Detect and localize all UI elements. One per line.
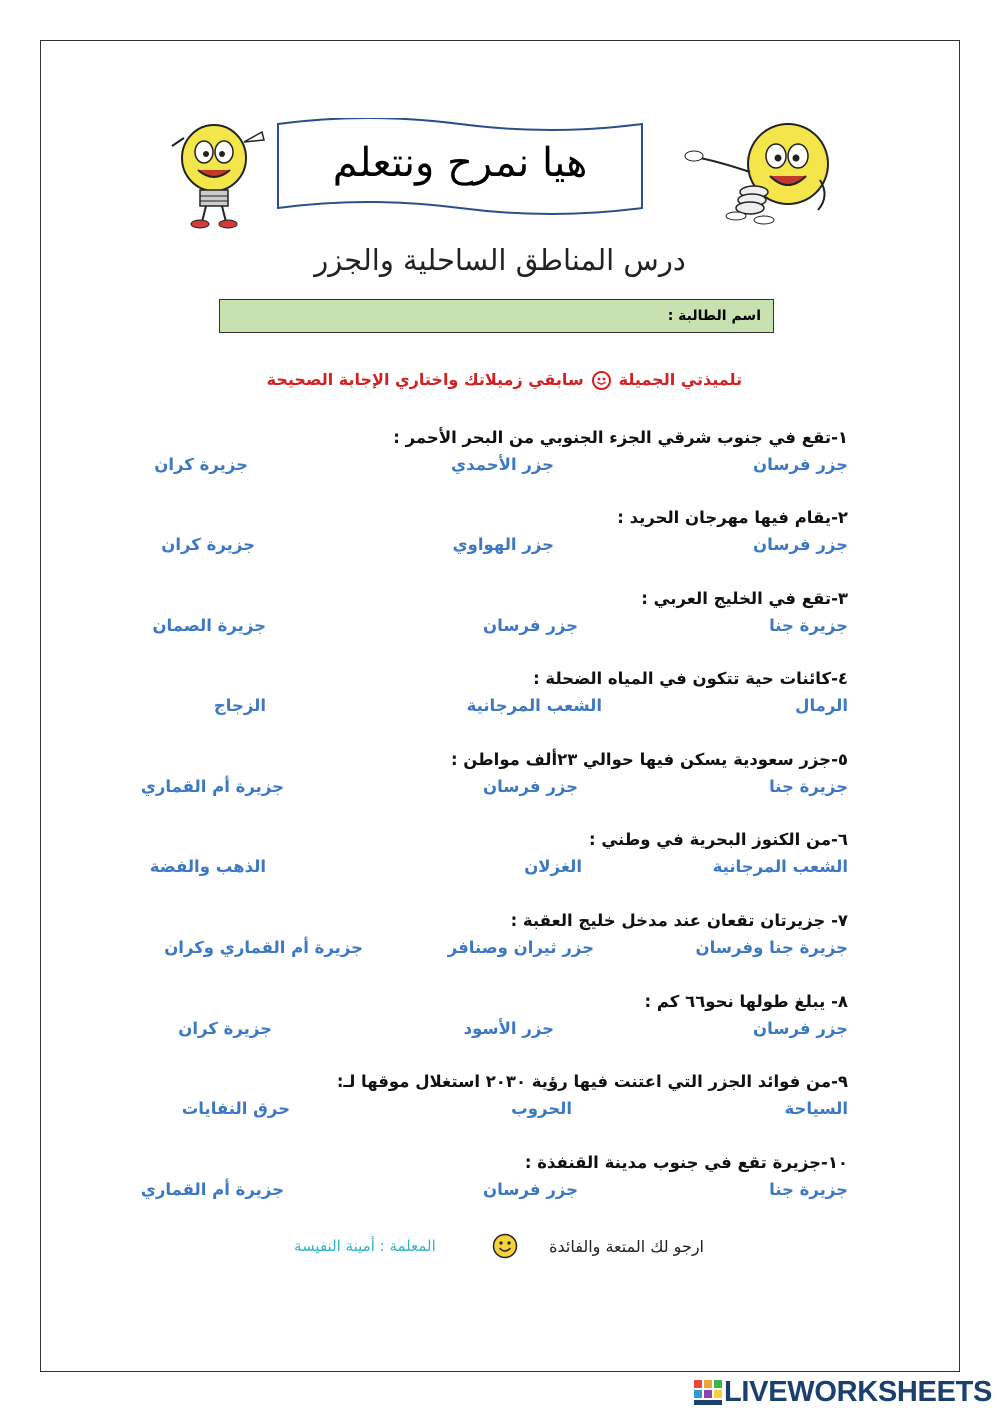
q5-option-3[interactable]: جزيرة أم القماري (140, 777, 284, 796)
question-8: ٨- يبلغ طولها نحو٦٦ كم : (644, 992, 848, 1011)
student-name-field[interactable] (219, 299, 774, 333)
teacher-name: المعلمة : أمينة النفيسة (294, 1237, 436, 1255)
q4-option-3[interactable]: الزجاج (213, 696, 266, 715)
instructions (267, 370, 742, 390)
q6-option-3[interactable]: الذهب والفضة (149, 857, 266, 876)
q3-option-1[interactable]: جزيرة جنا (769, 616, 848, 635)
question-4: ٤-كائنات حية تتكون في المياه الضحلة : (533, 669, 848, 688)
footer-wish: ارجو لك المتعة والفائدة (549, 1237, 704, 1256)
title-banner (276, 118, 644, 216)
q2-option-1[interactable]: جزر فرسان (753, 535, 848, 554)
q1-option-1[interactable]: جزر فرسان (753, 455, 848, 474)
q9-option-3[interactable]: حرق النفايات (181, 1099, 290, 1118)
q7-option-2[interactable]: جزر ثيران وصنافر (447, 938, 594, 957)
q7-option-3[interactable]: جزيرة أم القماري وكران (164, 938, 363, 957)
q3-option-2[interactable]: جزر فرسان (483, 616, 578, 635)
lightbulb-mascot-left (166, 118, 270, 234)
instructions-text: سابقي زميلاتك واختاري الإجابة الصحيحة (266, 370, 584, 389)
question-6: ٦-من الكنوز البحرية في وطني : (588, 830, 848, 849)
q1-option-3[interactable]: جزيرة كران (154, 455, 248, 474)
student-name-label: اسم الطالبة : (667, 308, 761, 324)
question-3: ٣-تقع في الخليج العربي : (641, 589, 848, 608)
q3-option-3[interactable]: جزيرة الصمان (152, 616, 266, 635)
lightbulb-mascot-right (680, 118, 836, 232)
q1-option-2[interactable]: جزر الأحمدي (451, 455, 554, 474)
q5-option-2[interactable]: جزر فرسان (483, 777, 578, 796)
q6-option-2[interactable]: الغزلان (524, 857, 582, 876)
lesson-title: درس المناطق الساحلية والجزر (314, 243, 686, 277)
q10-option-3[interactable]: جزيرة أم القماري (140, 1180, 284, 1199)
q10-option-2[interactable]: جزر فرسان (483, 1180, 578, 1199)
q9-option-1[interactable]: السياحة (784, 1099, 848, 1118)
q8-option-3[interactable]: جزيرة كران (178, 1019, 272, 1038)
liveworksheets-logo-icon (694, 1380, 722, 1406)
q4-option-1[interactable]: الرمال (795, 696, 848, 715)
instructions-greeting: تلميذتي الجميلة (618, 370, 742, 389)
q9-option-2[interactable]: الحروب (511, 1099, 572, 1118)
question-2: ٢-يقام فيها مهرجان الحريد : (617, 508, 848, 527)
q8-option-1[interactable]: جزر فرسان (753, 1019, 848, 1038)
q2-option-3[interactable]: جزيرة كران (161, 535, 255, 554)
q5-option-1[interactable]: جزيرة جنا (769, 777, 848, 796)
question-9: ٩-من فوائد الجزر التي اعتنت فيها رؤية ٢٠٣٠ استغلال موقها لـ: (336, 1072, 848, 1091)
q8-option-2[interactable]: جزر الأسود (463, 1019, 554, 1038)
smiley-icon (592, 371, 611, 390)
smiley-face-icon (492, 1233, 518, 1259)
banner-title: هيا نمرح ونتعلم (332, 140, 588, 186)
q10-option-1[interactable]: جزيرة جنا (769, 1180, 848, 1199)
question-7: ٧- جزيرتان تقعان عند مدخل خليج العقبة : (510, 911, 848, 930)
question-1: ١-تقع في جنوب شرقي الجزء الجنوبي من البحر الأحمر : (393, 428, 848, 447)
question-5: ٥-جزر سعودية يسكن فيها حوالي ٢٣ألف مواطن : (450, 750, 848, 769)
q4-option-2[interactable]: الشعب المرجانية (466, 696, 602, 715)
q2-option-2[interactable]: جزر الهواوي (452, 535, 554, 554)
brand-name: LIVEWORKSHEETS (724, 1376, 993, 1408)
q6-option-1[interactable]: الشعب المرجانية (712, 857, 848, 876)
q7-option-1[interactable]: جزيرة جنا وفرسان (695, 938, 848, 957)
question-10: ١٠-جزيرة تقع في جنوب مدينة القنفذة : (524, 1153, 848, 1172)
